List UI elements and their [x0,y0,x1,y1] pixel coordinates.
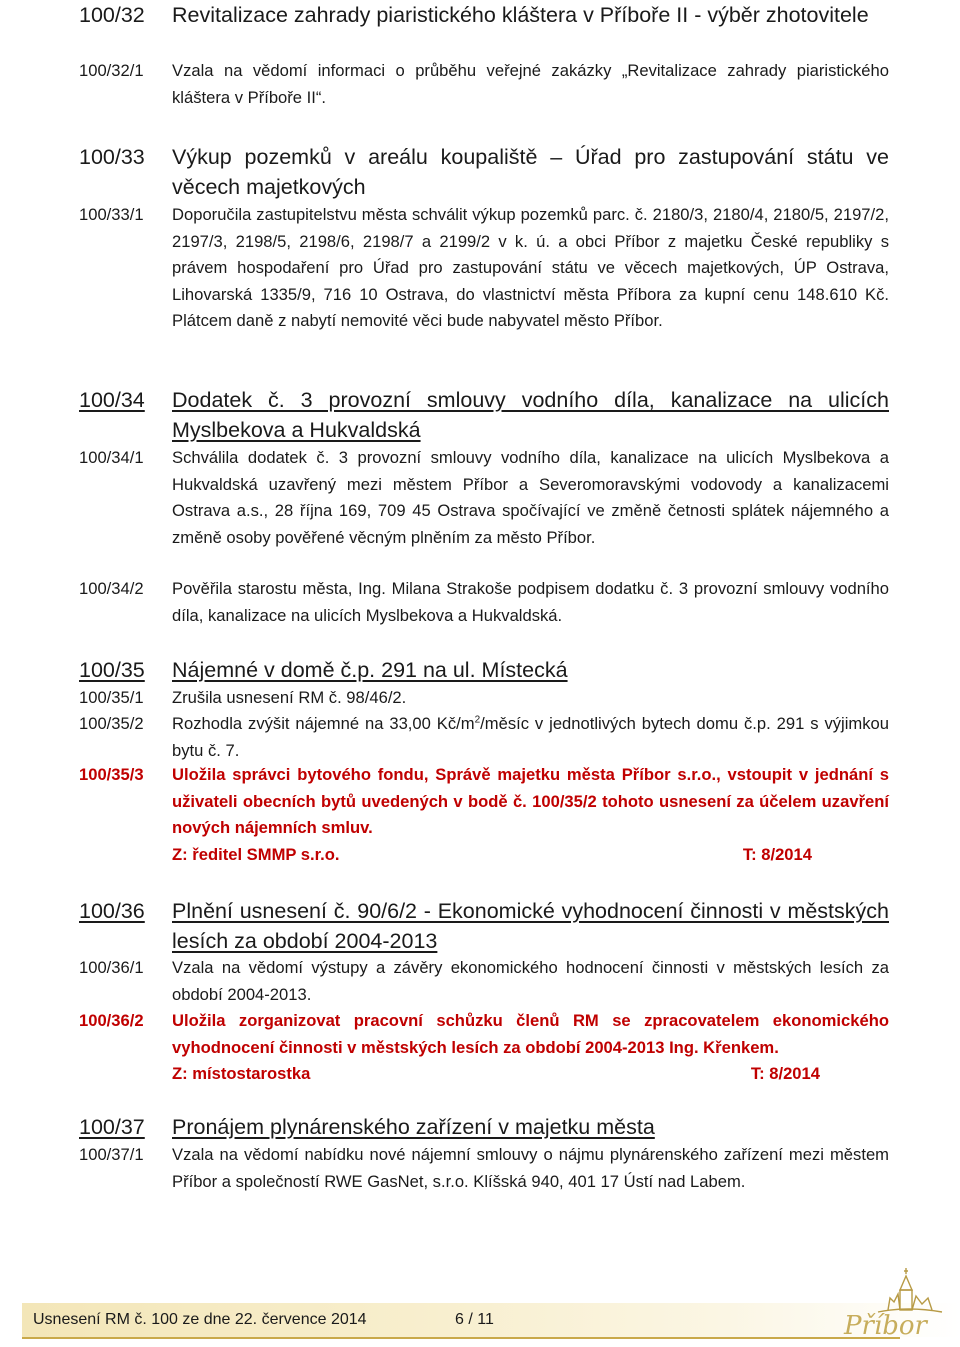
footer-divider [22,1337,900,1339]
resolution-number: 100/34/2 [79,579,144,598]
section-heading [79,1112,889,1142]
section-title: Výkup pozemků v areálu koupaliště – Úřad pro zastupování státu ve věcech majetkových [172,145,889,199]
resolution-item [79,711,889,764]
section-heading [79,655,889,685]
resolution-text [172,711,889,764]
resolution-number: 100/35/3 [79,765,144,784]
resolution-number: 100/34/1 [79,448,144,467]
resolution-item [79,1142,889,1195]
resolution-text-part: /měsíc v jednotlivých bytech domu č.p. 291 s výjimkou bytu č. 7. [172,714,889,760]
deadline-line [172,1061,820,1088]
logo-text: Příbor [844,1311,927,1341]
resolution-item-highlighted [79,762,889,868]
resolution-text: Doporučila zastupitelstvu města schválit výkup pozemků parc. č. 2180/3, 2180/4, 2180/5, 2197/2, 2197/3, 2198/5, 2198/6, 2198/7 a 2199/2 v k. ú. a obci Příbor z majetku České republiky s právem hospodaření pro Úřad pro zastupování státu ve věcech majetkových, ÚP Ostrava, Lihovarská 1335/9, 716 10 Ostrava, do vlastnictví města Příbora za kupní cenu 148.610 Kč. Plátcem daně z nabytí nemovité věci bude nabyvatel město Příbor. [172,205,889,330]
resolution-text: Vzala na vědomí výstupy a závěry ekonomického hodnocení činnosti v městských lesích za období 2004-2013. [172,958,889,1004]
resolution-item [79,576,889,629]
resolution-text: Pověřila starostu města, Ing. Milana Strakoše podpisem dodatku č. 3 provozní smlouvy vodního díla, kanalizace na ulicích Myslbekova a Hukvaldská. [172,579,889,625]
section-title: Revitalizace zahrady piaristického kláštera v Příboře II - výběr zhotovitele [172,3,869,27]
resolution-text: Vzala na vědomí nabídku nové nájemní smlouvy o nájmu plynárenského zařízení mezi městem Příbor a společností RWE GasNet, s.r.o. Klíšská 940, 401 17 Ústí nad Labem. [172,1145,889,1191]
resolution-item [79,445,889,551]
section-title: Dodatek č. 3 provozní smlouvy vodního díla, kanalizace na ulicích Myslbekova a Hukvaldská [172,388,889,442]
deadline-line [172,842,812,869]
resolution-number: 100/36/2 [79,1011,144,1030]
section-heading [79,142,889,202]
responsible-person: Z: ředitel SMMP s.r.o. [172,844,340,864]
section-number: 100/33 [79,145,145,169]
town-logo-icon [838,1268,958,1344]
resolution-text-part: Rozhodla zvýšit nájemné na 33,00 Kč/m [172,714,475,733]
section-number: 100/34 [79,388,145,412]
resolution-item [79,955,889,1008]
section-number: 100/35 [79,658,145,682]
resolution-number: 100/37/1 [79,1145,144,1164]
superscript: 2 [474,714,481,726]
footer-text: Usnesení RM č. 100 ze dne 22. července 2014 [33,1311,367,1328]
section-title: Plnění usnesení č. 90/6/2 - Ekonomické vyhodnocení činnosti v městských lesích za období 2004-2013 [172,899,889,953]
resolution-text: Vzala na vědomí informaci o průběhu veřejné zakázky „Revitalizace zahrady piaristického kláštera v Příboře II“. [172,61,889,107]
section-title: Pronájem plynárenského zařízení v majetku města [172,1115,655,1139]
section-heading [79,0,889,30]
resolution-item [79,202,889,335]
section-number: 100/37 [79,1115,145,1139]
section-number: 100/36 [79,899,145,923]
section-number: 100/32 [79,3,145,27]
resolution-number: 100/32/1 [79,61,144,80]
resolution-text: Uložila zorganizovat pracovní schůzku členů RM se zpracovatelem ekonomického vyhodnocení činnosti v městských lesích za období 2004-2013 Ing. Křenkem. [172,1011,889,1057]
resolution-number: 100/35/2 [79,714,144,733]
responsible-person: Z: místostarostka [172,1064,311,1083]
page-number: 6 / 11 [455,1311,494,1328]
resolution-number: 100/33/1 [79,205,144,224]
section-heading [79,385,889,445]
term: T: 8/2014 [750,1064,820,1083]
resolution-item [79,685,889,712]
resolution-item-highlighted [79,1008,889,1088]
resolution-item [79,58,889,111]
resolution-text: Schválila dodatek č. 3 provozní smlouvy vodního díla, kanalizace na ulicích Myslbekova a Hukvaldská uzavřený mezi městem Příbor a Severomoravskými vodovody a kanalizacemi Ostrava a.s., 28 října 169, 709 45 Ostrava spočívající ve změně četnosti splátek nájemného a změně osoby pověřené věcným plněním za město Příbor. [172,448,889,547]
section-heading [79,896,889,956]
resolution-text: Uložila správci bytového fondu, Správě majetku města Příbor s.r.o., vstoupit v jednání s uživateli obecních bytů uvedených v bodě č. 100/35/2 tohoto usnesení za účelem uzavření nových nájemních smluv. [172,765,889,837]
resolution-text: Zrušila usnesení RM č. 98/46/2. [172,688,407,707]
resolution-number: 100/36/1 [79,958,144,977]
resolution-number: 100/35/1 [79,688,144,707]
section-title: Nájemné v domě č.p. 291 na ul. Místecká [172,658,568,682]
term: T: 8/2014 [742,844,812,864]
